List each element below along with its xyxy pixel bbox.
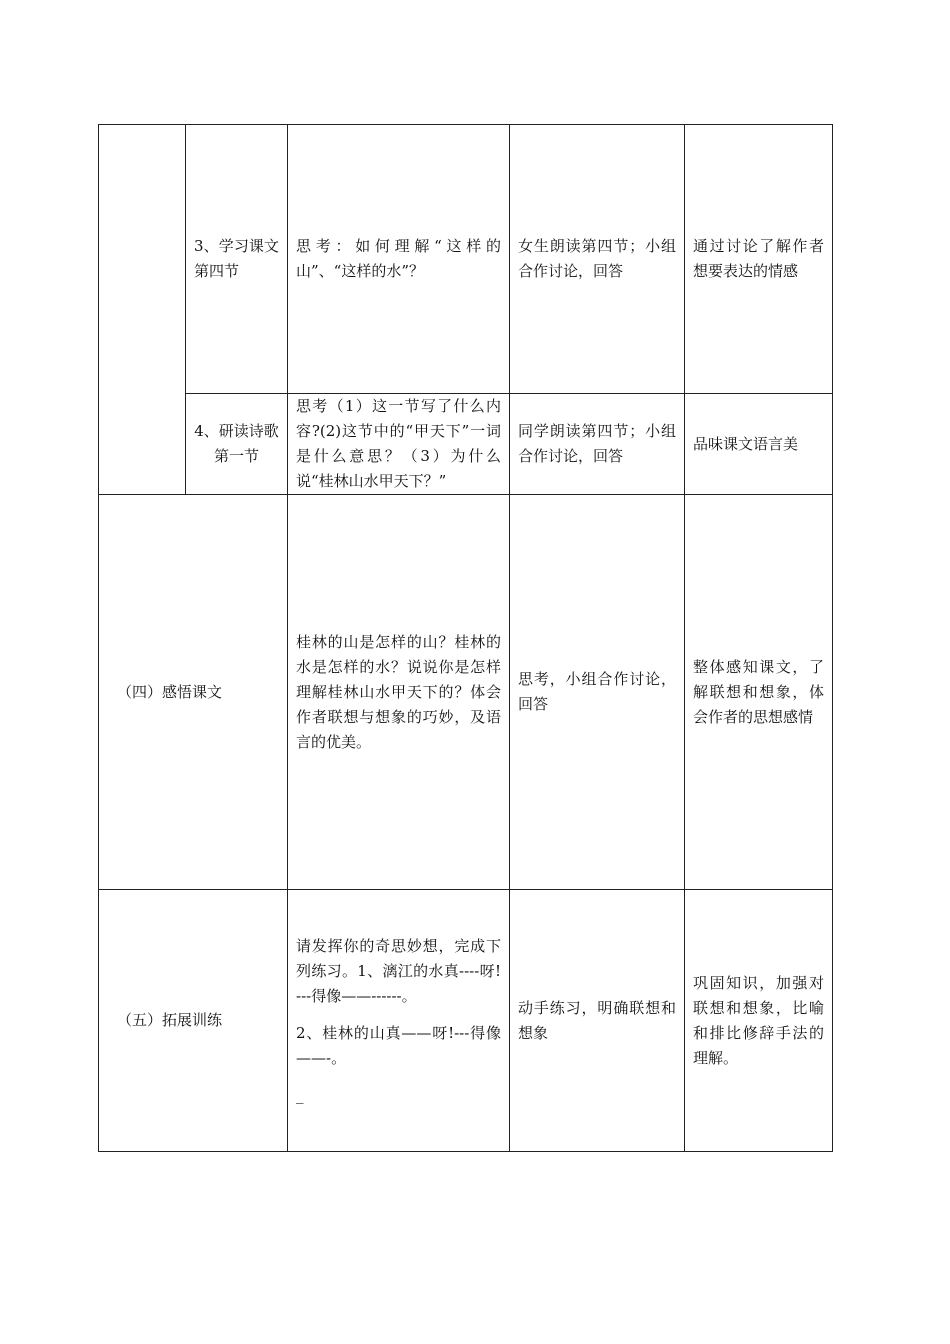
phase-cell: （四）感悟课文 xyxy=(99,495,288,890)
student-activity-cell: 同学朗读第四节；小组合作讨论，回答 xyxy=(510,394,685,495)
design-intent-cell: 通过讨论了解作者想要表达的情感 xyxy=(685,125,833,394)
design-intent-cell: 整体感知课文，了解联想和想象，体会作者的思想感情 xyxy=(685,495,833,890)
step-cell: 4、研读诗歌第一节 xyxy=(186,394,288,495)
teacher-activity-cell: 思考（1）这一节写了什么内容?(2)这节中的“甲天下”一词是什么意思？（3）为什么说“桂林山水甲天下？” xyxy=(288,394,510,495)
teacher-activity-cell xyxy=(288,890,510,1152)
exercise-line: _ xyxy=(296,1085,304,1104)
design-intent-cell: 巩固知识，加强对联想和想象，比喻和排比修辞手法的理解。 xyxy=(685,890,833,1152)
student-activity-cell: 动手练习，明确联想和想象 xyxy=(510,890,685,1152)
lesson-plan-table xyxy=(98,124,833,1152)
table-row xyxy=(99,394,833,495)
exercise-line: 请发挥你的奇思妙想，完成下列练习。1、漓江的水真----呀!---得像——------。 xyxy=(296,936,501,1005)
table-row xyxy=(99,125,833,394)
step-cell: 3、学习课文第四节 xyxy=(186,125,288,394)
design-intent-cell: 品味课文语言美 xyxy=(685,394,833,495)
exercise-line: 2、桂林的山真——呀!---得像——-。 xyxy=(296,1023,501,1067)
student-activity-cell: 女生朗读第四节；小组合作讨论，回答 xyxy=(510,125,685,394)
phase-cell: （五）拓展训练 xyxy=(99,890,288,1152)
teacher-activity-cell: 桂林的山是怎样的山？桂林的水是怎样的水？说说你是怎样理解桂林山水甲天下的？体会作者联想与想象的巧妙，及语言的优美。 xyxy=(288,495,510,890)
student-activity-cell: 思考，小组合作讨论，回答 xyxy=(510,495,685,890)
teacher-activity-cell: 思考：如何理解“这样的山”、“这样的水”？ xyxy=(288,125,510,394)
table-row xyxy=(99,495,833,890)
blank-phase-cell xyxy=(99,125,186,495)
table-row xyxy=(99,890,833,1152)
